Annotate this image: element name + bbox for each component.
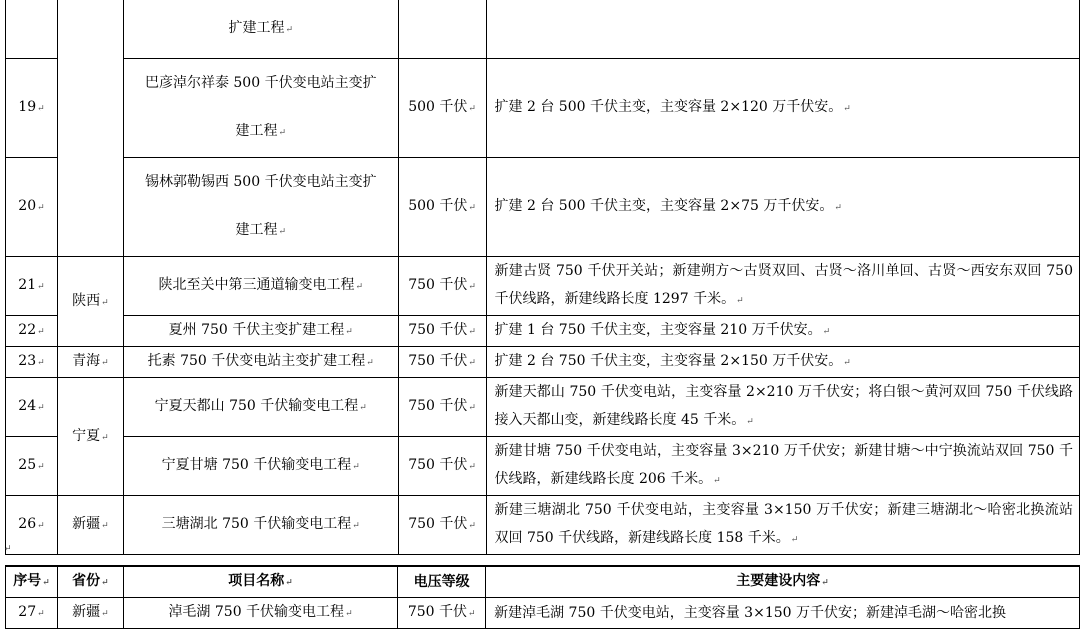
name-text: 三塘湖北 750 千伏输变电工程	[161, 516, 352, 532]
project-table-continued	[5, 0, 1080, 555]
header-province	[57, 566, 123, 598]
table-row	[6, 257, 1080, 316]
paragraph-mark: ↵	[101, 358, 109, 368]
paragraph-mark: ↵	[285, 24, 294, 35]
name-cell	[123, 158, 398, 257]
province-text: 陕西	[72, 292, 101, 309]
name-cell	[123, 59, 398, 158]
province-cell	[57, 347, 123, 378]
table-header-row	[6, 566, 1080, 598]
paragraph-mark: ↵	[285, 578, 293, 588]
header-name	[123, 566, 397, 598]
seq-cell	[6, 378, 58, 437]
table-row	[6, 347, 1080, 378]
project-table-next-page	[5, 565, 1080, 629]
name-cell	[123, 316, 398, 347]
voltage-text: 750 千伏	[408, 457, 468, 473]
province-text: 青海	[72, 353, 101, 369]
name-text: 扩建工程	[228, 19, 285, 36]
name-cell	[123, 0, 398, 59]
name-text: 托素 750 千伏变电站主变扩建工程	[147, 353, 366, 369]
name-text-line1: 巴彦淖尔祥泰 500 千伏变电站主变扩	[144, 75, 377, 91]
content-text: 新建古贤 750 千伏开关站；新建朔方～古贤双回、古贤～洛川单回、古贤～西安东双回 750 千伏线路，新建线路长度 1297 千米。	[494, 263, 1073, 307]
paragraph-mark: ↵	[468, 104, 476, 114]
paragraph-mark: ↵	[467, 609, 476, 619]
voltage-cell	[398, 437, 486, 496]
paragraph-mark: ↵	[352, 462, 360, 472]
seq-cell	[6, 347, 58, 378]
name-text: 陕北至关中第三通道输变电工程	[158, 277, 355, 293]
header-voltage-text: 电压等级	[413, 574, 470, 590]
content-cell	[486, 437, 1079, 496]
content-text: 扩建 2 台 750 千伏主变，主变容量 2×150 万千伏安。	[494, 353, 843, 369]
name-text: 宁夏甘塘 750 千伏输变电工程	[161, 457, 352, 473]
table-row	[6, 0, 1080, 59]
paragraph-mark: ↵	[345, 327, 353, 337]
paragraph-mark: ↵	[366, 358, 374, 368]
paragraph-mark: ↵	[37, 462, 45, 472]
seq-text: 24	[18, 398, 37, 414]
seq-cell	[6, 316, 58, 347]
paragraph-mark: ↵	[834, 203, 842, 213]
seq-text: 21	[18, 277, 37, 293]
seq-text: 27	[18, 604, 37, 620]
seq-text: 25	[18, 457, 37, 473]
content-cell	[486, 316, 1079, 347]
paragraph-mark: ↵	[468, 282, 476, 292]
paragraph-mark: ↵	[843, 358, 851, 368]
name-text-line1: 锡林郭勒锡西 500 千伏变电站主变扩	[144, 174, 377, 190]
content-cell	[486, 0, 1079, 59]
table-row	[6, 378, 1080, 437]
voltage-cell	[398, 316, 486, 347]
paragraph-mark: ↵	[278, 128, 287, 138]
paragraph-mark: ↵	[37, 203, 45, 213]
seq-text: 22	[18, 322, 37, 338]
name-cell	[123, 496, 398, 555]
voltage-text: 750 千伏	[408, 398, 468, 414]
paragraph-mark: ↵	[101, 578, 109, 588]
name-cell	[123, 378, 398, 437]
name-text: 淖毛湖 750 千伏输变电工程	[168, 604, 345, 620]
header-seq-text: 序号	[13, 573, 42, 589]
voltage-text: 750 千伏	[408, 322, 468, 338]
paragraph-mark: ↵	[468, 327, 476, 337]
paragraph-mark: ↵	[468, 403, 476, 413]
header-content	[486, 566, 1080, 598]
province-cell	[57, 598, 123, 629]
paragraph-mark: ↵	[359, 403, 367, 413]
table-row	[6, 598, 1080, 629]
seq-text: 19	[18, 99, 37, 115]
table-row	[6, 316, 1080, 347]
voltage-text: 750 千伏	[408, 277, 468, 293]
content-cell	[486, 347, 1079, 378]
paragraph-mark: ↵	[468, 462, 476, 472]
header-content-text: 主要建设内容	[736, 573, 821, 589]
province-text: 新疆	[72, 516, 101, 532]
paragraph-mark: ↵	[746, 417, 754, 427]
content-text: 新建三塘湖北 750 千伏变电站，主变容量 3×150 万千伏安；新建三塘湖北～哈密北换流站双回 750 千伏线路，新建线路长度 158 千米。	[494, 502, 1073, 546]
province-cell	[57, 496, 123, 555]
seq-cell	[6, 598, 58, 629]
paragraph-mark: ↵	[101, 297, 109, 308]
name-text: 宁夏天都山 750 千伏输变电工程	[154, 398, 359, 414]
paragraph-mark: ↵	[345, 609, 353, 619]
seq-text: 26	[18, 516, 37, 532]
paragraph-mark: ↵	[736, 296, 744, 306]
paragraph-mark: ↵	[37, 282, 45, 292]
voltage-cell	[398, 598, 486, 629]
content-cell	[486, 158, 1079, 257]
paragraph-mark: ↵	[468, 358, 476, 368]
paragraph-mark: ↵	[843, 104, 851, 114]
paragraph-mark: ↵	[37, 104, 45, 114]
table-row	[6, 437, 1080, 496]
seq-text: 23	[18, 353, 37, 369]
content-cell	[486, 59, 1079, 158]
province-text: 宁夏	[72, 427, 101, 444]
paragraph-mark: ↵	[37, 403, 45, 413]
paragraph-mark: ↵	[37, 521, 45, 531]
paragraph-mark: ↵	[468, 521, 476, 531]
paragraph-mark: ↵	[278, 227, 287, 237]
name-cell	[123, 437, 398, 496]
voltage-cell	[398, 378, 486, 437]
paragraph-mark: ↵	[37, 609, 45, 619]
seq-cell	[6, 59, 58, 158]
paragraph-mark: ↵	[37, 327, 45, 337]
paragraph-mark: ↵	[822, 327, 831, 337]
paragraph-mark: ↵	[37, 358, 45, 368]
content-text: 新建淖毛湖 750 千伏变电站，主变容量 3×150 万千伏安；新建淖毛湖～哈密北换	[494, 605, 1006, 621]
paragraph-mark: ↵	[468, 203, 476, 213]
voltage-cell	[398, 59, 486, 158]
voltage-text: 500 千伏	[408, 99, 468, 115]
paragraph-mark: ↵	[42, 578, 50, 588]
province-cell	[57, 0, 123, 257]
paragraph-mark: ↵	[101, 521, 109, 531]
voltage-cell	[398, 158, 486, 257]
name-text-line2: 建工程	[235, 222, 278, 238]
content-text: 扩建 1 台 750 千伏主变，主变容量 210 万千伏安。	[494, 322, 822, 338]
seq-cell	[6, 0, 58, 59]
paragraph-mark: ↵	[790, 535, 799, 545]
paragraph-mark: ↵	[355, 282, 364, 292]
header-name-text: 项目名称	[228, 573, 285, 589]
header-province-text: 省份	[72, 573, 101, 589]
voltage-cell	[398, 257, 486, 316]
content-text: 新建天都山 750 千伏变电站，主变容量 2×210 万千伏安；将白银～黄河双回 750 千伏线路接入天都山变，新建线路长度 45 千米。	[494, 384, 1073, 428]
voltage-cell	[398, 347, 486, 378]
name-text-line2: 建工程	[235, 123, 278, 139]
seq-text: 20	[18, 198, 37, 214]
voltage-text: 750 千伏	[408, 353, 468, 369]
province-cell	[57, 378, 123, 496]
content-cell	[486, 598, 1080, 629]
content-cell	[486, 378, 1079, 437]
seq-cell	[6, 496, 58, 555]
voltage-text: 500 千伏	[408, 198, 468, 214]
paragraph-mark: ↵	[352, 521, 360, 531]
voltage-cell	[398, 0, 486, 59]
content-text: 扩建 2 台 500 千伏主变，主变容量 2×120 万千伏安。	[494, 99, 843, 115]
name-cell	[123, 598, 397, 629]
table-row	[6, 158, 1080, 257]
table-row	[6, 59, 1080, 158]
seq-cell	[6, 437, 58, 496]
header-voltage	[398, 566, 486, 598]
seq-cell	[6, 158, 58, 257]
content-text: 扩建 2 台 500 千伏主变，主变容量 2×75 万千伏安。	[494, 198, 834, 214]
content-cell	[486, 496, 1079, 555]
header-seq	[6, 566, 58, 598]
table-row	[6, 496, 1080, 555]
province-text: 新疆	[72, 604, 101, 620]
paragraph-mark: ↵	[713, 476, 721, 486]
name-cell	[123, 257, 398, 316]
paragraph-mark: ↵	[4, 544, 12, 554]
paragraph-mark: ↵	[821, 578, 829, 588]
province-cell	[57, 257, 123, 347]
content-cell	[486, 257, 1079, 316]
voltage-text: 750 千伏	[408, 516, 468, 532]
name-cell	[123, 347, 398, 378]
paragraph-mark: ↵	[101, 609, 109, 619]
voltage-cell	[398, 496, 486, 555]
seq-cell	[6, 257, 58, 316]
paragraph-mark: ↵	[101, 432, 109, 443]
voltage-text: 750 千伏	[407, 604, 467, 620]
name-text: 夏州 750 千伏主变扩建工程	[168, 322, 345, 338]
content-text: 新建甘塘 750 千伏变电站，主变容量 3×210 万千伏安；新建甘塘～中宁换流站双回 750 千伏线路，新建线路长度 206 千米。	[494, 443, 1073, 487]
